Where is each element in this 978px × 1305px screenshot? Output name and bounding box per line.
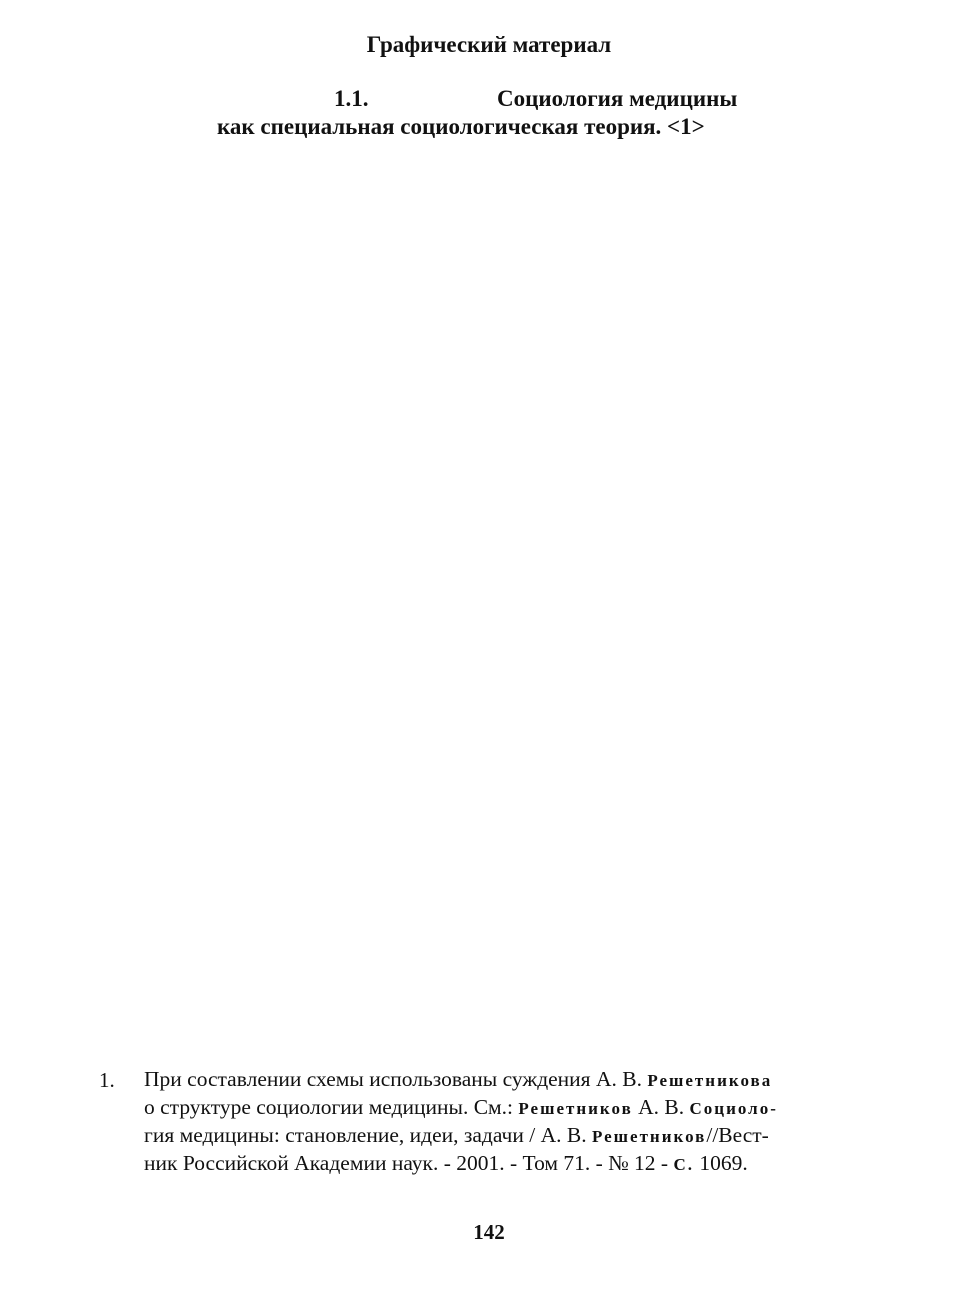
footnote-text-segment: о структуре социологии медицины. См.: [144,1095,514,1119]
footnote-marker: 1. [99,1068,115,1092]
journal-name-start: //Вест- [706,1123,769,1147]
page-abbrev: С. [673,1155,695,1174]
footnote-line-3 [144,1122,884,1150]
section-title-line [0,84,978,114]
book-title-start: Социоло- [689,1099,778,1118]
footnote-text-segment: гия медицины: становление, идеи, задачи / А. В. [144,1123,587,1147]
section-title-part1: Социология медицины [497,86,738,111]
footnote-line-4 [144,1150,884,1178]
footnote-text-segment: При составлении схемы использованы суждения А. В. [144,1067,642,1091]
footnote-text [144,1066,884,1178]
footnote-line-2 [144,1094,884,1122]
page-ref: 1069. [699,1151,748,1175]
section-title-part2: как специальная социологическая теория. <1> [217,114,705,139]
footnote-line-1 [144,1066,884,1094]
page-heading: Графический материал [366,32,612,57]
section-number: 1.1. [334,86,369,111]
footnote-text-segment: ник Российской Академии наук. - 2001. - Том 71. - № 12 - [144,1151,669,1175]
page-number: 142 [473,1220,505,1244]
author-name: Решетников [591,1127,707,1146]
author-name: Решетникова [647,1071,773,1090]
author-initials: А. В. [638,1095,685,1119]
author-name: Решетников [518,1099,633,1118]
